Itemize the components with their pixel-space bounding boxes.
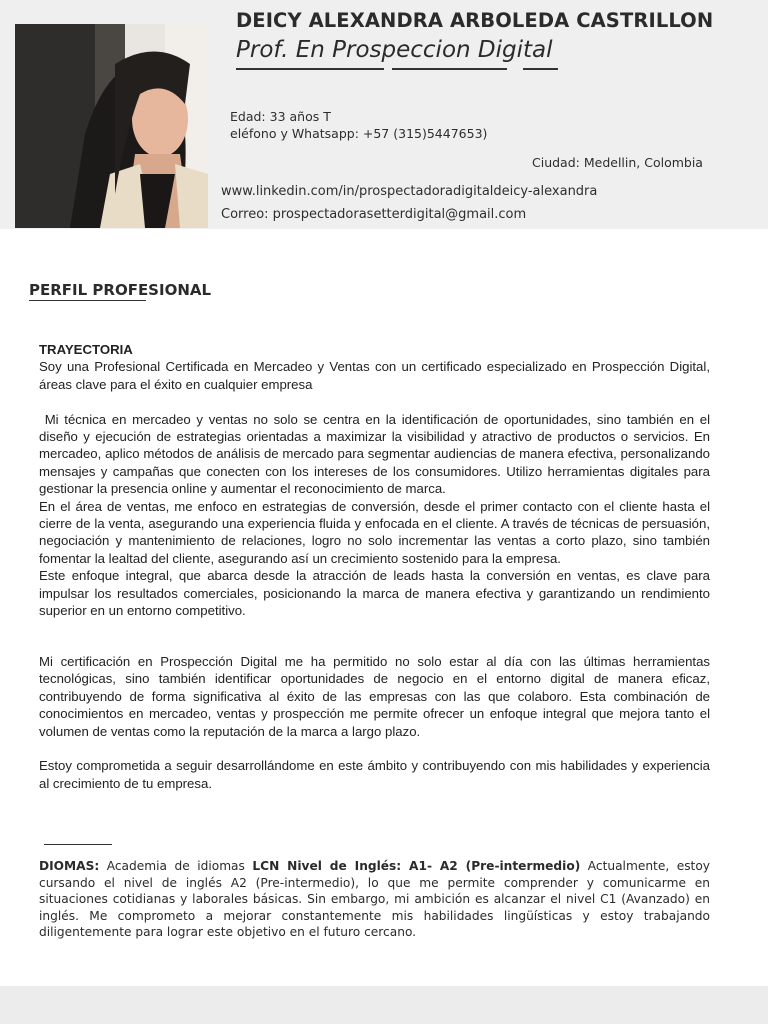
profile-paragraph: Soy una Profesional Certificada en Mercadeo y Ventas con un certificado especializado en Prospección Digital, áreas clave para el éxito en cualquier empresa: [39, 359, 710, 392]
role-underline: [392, 68, 507, 70]
trajectory-heading: TRAYECTORIA: [39, 342, 133, 357]
footer-band: [0, 986, 768, 1024]
profile-paragraph: Estoy comprometida a seguir desarrollándome en este ámbito y contribuyendo con mis habilidades y experiencia al crecimiento de tu empresa.: [39, 758, 710, 791]
languages-academy: Academia de idiomas: [99, 859, 253, 873]
age-text: Edad: 33 años T: [230, 109, 331, 124]
profile-paragraph: Mi técnica en mercadeo y ventas no solo se centra en la identificación de oportunidades, sino también en el diseño y ejecución de estrategias orientadas a maximizar la visibilidad y atractivo de productos o servicios. En mercadeo, aplico métodos de análisis de mercado para segmentar audiencias de manera efectiva, personalizando mensajes y campañas que conecten con los intereses de los consumidores. Utilizo herramientas digitales para gestionar la presencia online y aumentar el reconocimiento de marca.: [39, 411, 714, 497]
languages-paragraph: [39, 858, 710, 941]
section-underline: [29, 300, 146, 301]
role-underline: [523, 68, 558, 70]
city-text: Ciudad: Medellin, Colombia: [532, 155, 703, 170]
email-link[interactable]: Correo: prospectadorasetterdigital@gmail.com: [221, 207, 527, 222]
languages-label: DIOMAS:: [39, 859, 100, 873]
profile-paragraph: Mi certificación en Prospección Digital me ha permitido no solo estar al día con las últimas herramientas tecnológicas, sino también identificar oportunidades de negocio en el entorno digital de manera eficaz, contribuyendo de forma significativa al éxito de las empresas con las que colaboro. Esta combinación de conocimientos en mercadeo, ventas y prospección me permite ofrecer un enfoque integral que mejora tanto el volumen de ventas como la reputación de la marca a largo plazo.: [39, 654, 710, 739]
profile-body: [39, 341, 714, 619]
candidate-name: DEICY ALEXANDRA ARBOLEDA CASTRILLON: [236, 9, 714, 32]
languages-level: LCN Nivel de Inglés: A1- A2 (Pre-intermedio): [252, 859, 581, 873]
divider: [44, 844, 112, 845]
profile-paragraph: Este enfoque integral, que abarca desde la atracción de leads hasta la conversión en ventas, es clave para impulsar los resultados comerciales, posicionando la marca de manera efectiva y garantizando un rendimiento superior en un entorno competitivo.: [39, 568, 710, 619]
profile-photo: [15, 24, 208, 228]
phone-text: eléfono y Whatsapp: +57 (315)5447653): [230, 126, 488, 141]
candidate-role: Prof. En Prospeccion Digital: [236, 37, 553, 63]
section-title-profile: PERFIL PROFESIONAL: [29, 281, 212, 299]
profile-paragraph: En el área de ventas, me enfoco en estrategias de conversión, desde el primer contacto con el cliente hasta el cierre de la venta, asegurando una experiencia fluida y enfocada en el cliente. A través de técnicas de persuasión, negociación y mantenimiento de relaciones, logro no solo incrementar las ventas a corto plazo, sino también fomentar la lealtad del cliente, asegurando así un crecimiento sostenido para la empresa.: [39, 498, 710, 566]
languages-text: Actualmente, estoy cursando el nivel de inglés A2 (Pre-intermedio), lo que me permite comprender y comunicarme en situaciones cotidianas y laborales básicas. Sin embargo, mi ambición es alcanzar el nivel C1 (Avanzado) en inglés. Me comprometo a mejorar constantemente mis habilidades lingüísticas y estoy trabajando diligentemente para lograr este objetivo en el futuro cercano.: [39, 859, 710, 939]
profile-body-2: [39, 653, 710, 792]
linkedin-link[interactable]: www.linkedin.com/in/prospectadoradigitaldeicy-alexandra: [221, 184, 598, 199]
role-underline: [236, 68, 384, 70]
